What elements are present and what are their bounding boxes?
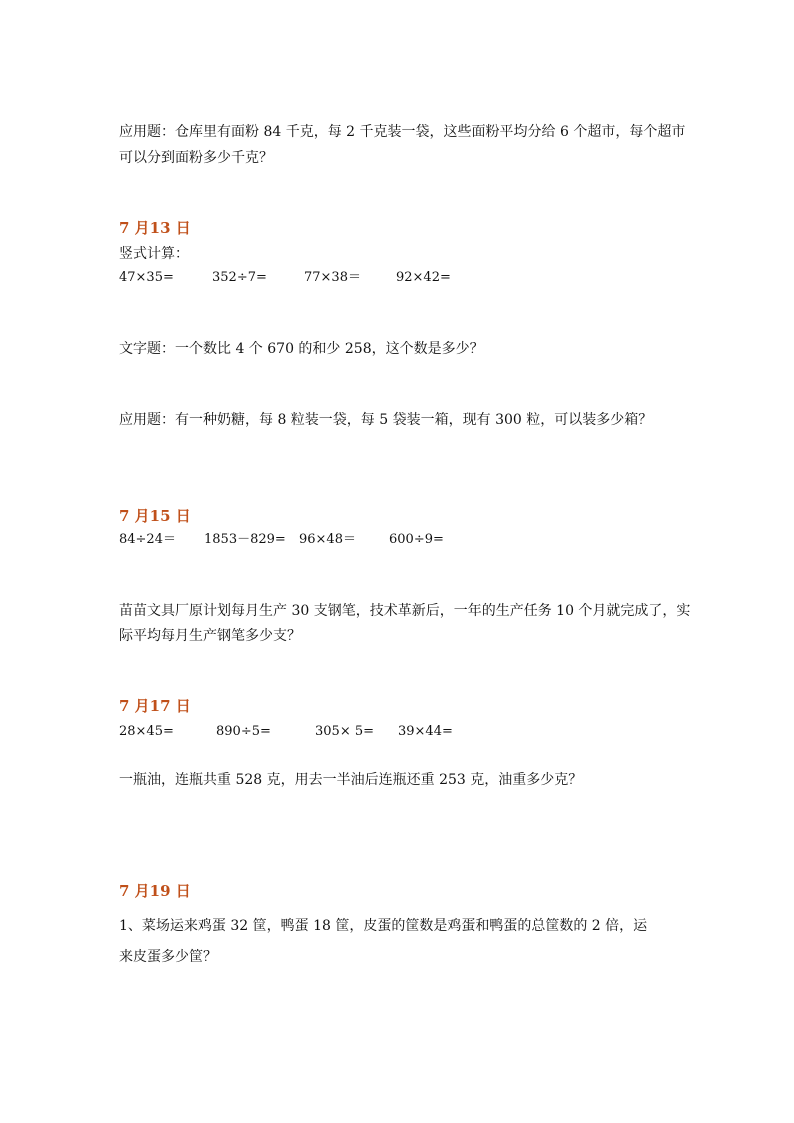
application-problem: 应用题：有一种奶糖，每 8 粒装一袋，每 5 袋装一箱，现有 300 粒，可以装多少箱？: [119, 412, 653, 428]
expression-4: 39×44=: [398, 724, 453, 739]
expression-4: 600÷9=: [389, 532, 444, 547]
application-problem-line-2: 可以分到面粉多少千克？: [119, 150, 273, 166]
expression-2: 1853－829=: [204, 532, 286, 547]
application-problem-line-1: 应用题：仓库里有面粉 84 千克，每 2 千克装一袋，这些面粉平均分给 6 个超市，每个超市: [119, 124, 686, 140]
problem-line-2: 来皮蛋多少筐？: [119, 949, 217, 965]
expression-3: 96×48＝: [299, 532, 356, 547]
date-heading-jul-19: 7 月19 日: [119, 882, 191, 900]
expression-1: 28×45=: [119, 724, 174, 739]
expression-2: 890÷5=: [216, 724, 271, 739]
date-heading-jul-15: 7 月15 日: [119, 507, 191, 525]
expression-3: 77×38＝: [304, 270, 361, 285]
expression-1: 47×35=: [119, 270, 174, 285]
vertical-calc-label: 竖式计算：: [119, 246, 189, 262]
expression-2: 352÷7=: [212, 270, 267, 285]
expression-4: 92×42=: [396, 270, 451, 285]
problem-line-2: 际平均每月生产钢笔多少支？: [119, 628, 301, 644]
problem-line-1: 1、菜场运来鸡蛋 32 筐，鸭蛋 18 筐，皮蛋的筐数是鸡蛋和鸭蛋的总筐数的 2 倍，运: [119, 918, 648, 934]
problem-line-1: 苗苗文具厂原计划每月生产 30 支钢笔，技术革新后，一年的生产任务 10 个月就完成了，实: [119, 603, 691, 619]
expression-3: 305× 5=: [315, 724, 375, 739]
date-heading-jul-13: 7 月13 日: [119, 219, 191, 237]
date-heading-jul-17: 7 月17 日: [119, 697, 191, 715]
expression-1: 84÷24＝: [119, 532, 176, 547]
word-problem: 文字题：一个数比 4 个 670 的和少 258，这个数是多少？: [119, 341, 484, 357]
problem: 一瓶油，连瓶共重 528 克，用去一半油后连瓶还重 253 克，油重多少克？: [119, 772, 583, 788]
